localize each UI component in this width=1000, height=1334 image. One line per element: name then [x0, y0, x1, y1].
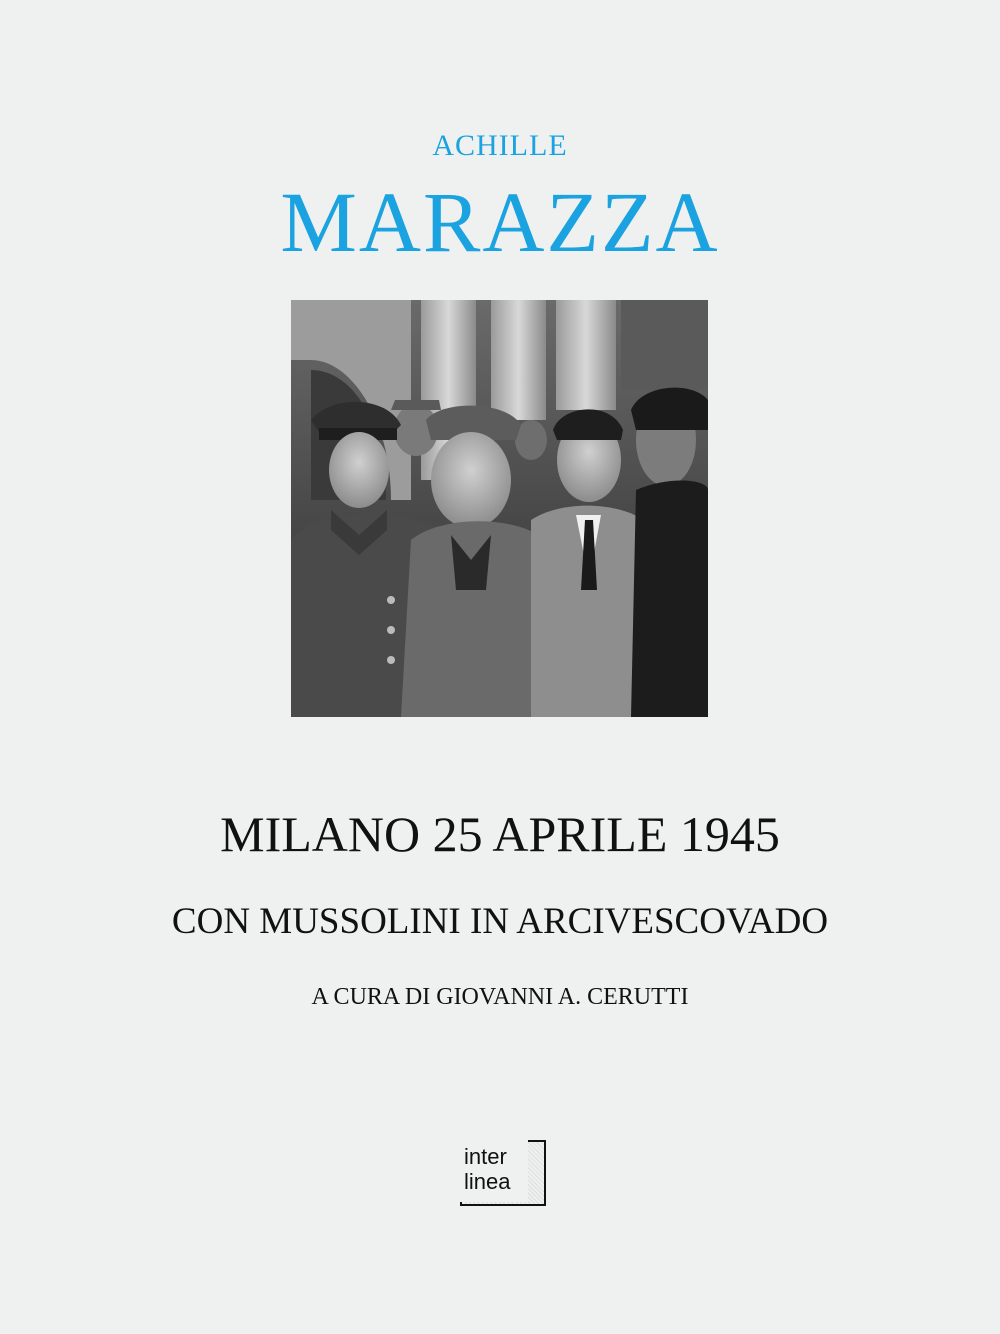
book-subtitle: CON MUSSOLINI IN ARCIVESCOVADO [171, 901, 829, 942]
author-last-name: MARAZZA [280, 174, 720, 270]
publisher-logo-line-1: inter [464, 1144, 507, 1169]
book-title: MILANO 25 APRILE 1945 [220, 806, 780, 862]
editor-credit: A CURA DI GIOVANNI A. CERUTTI [311, 984, 689, 1010]
publisher-logo-line-2: linea [464, 1169, 511, 1194]
author-first-name: ACHILLE [432, 129, 568, 162]
publisher-logo [460, 1140, 546, 1206]
cover-photo [291, 300, 708, 717]
